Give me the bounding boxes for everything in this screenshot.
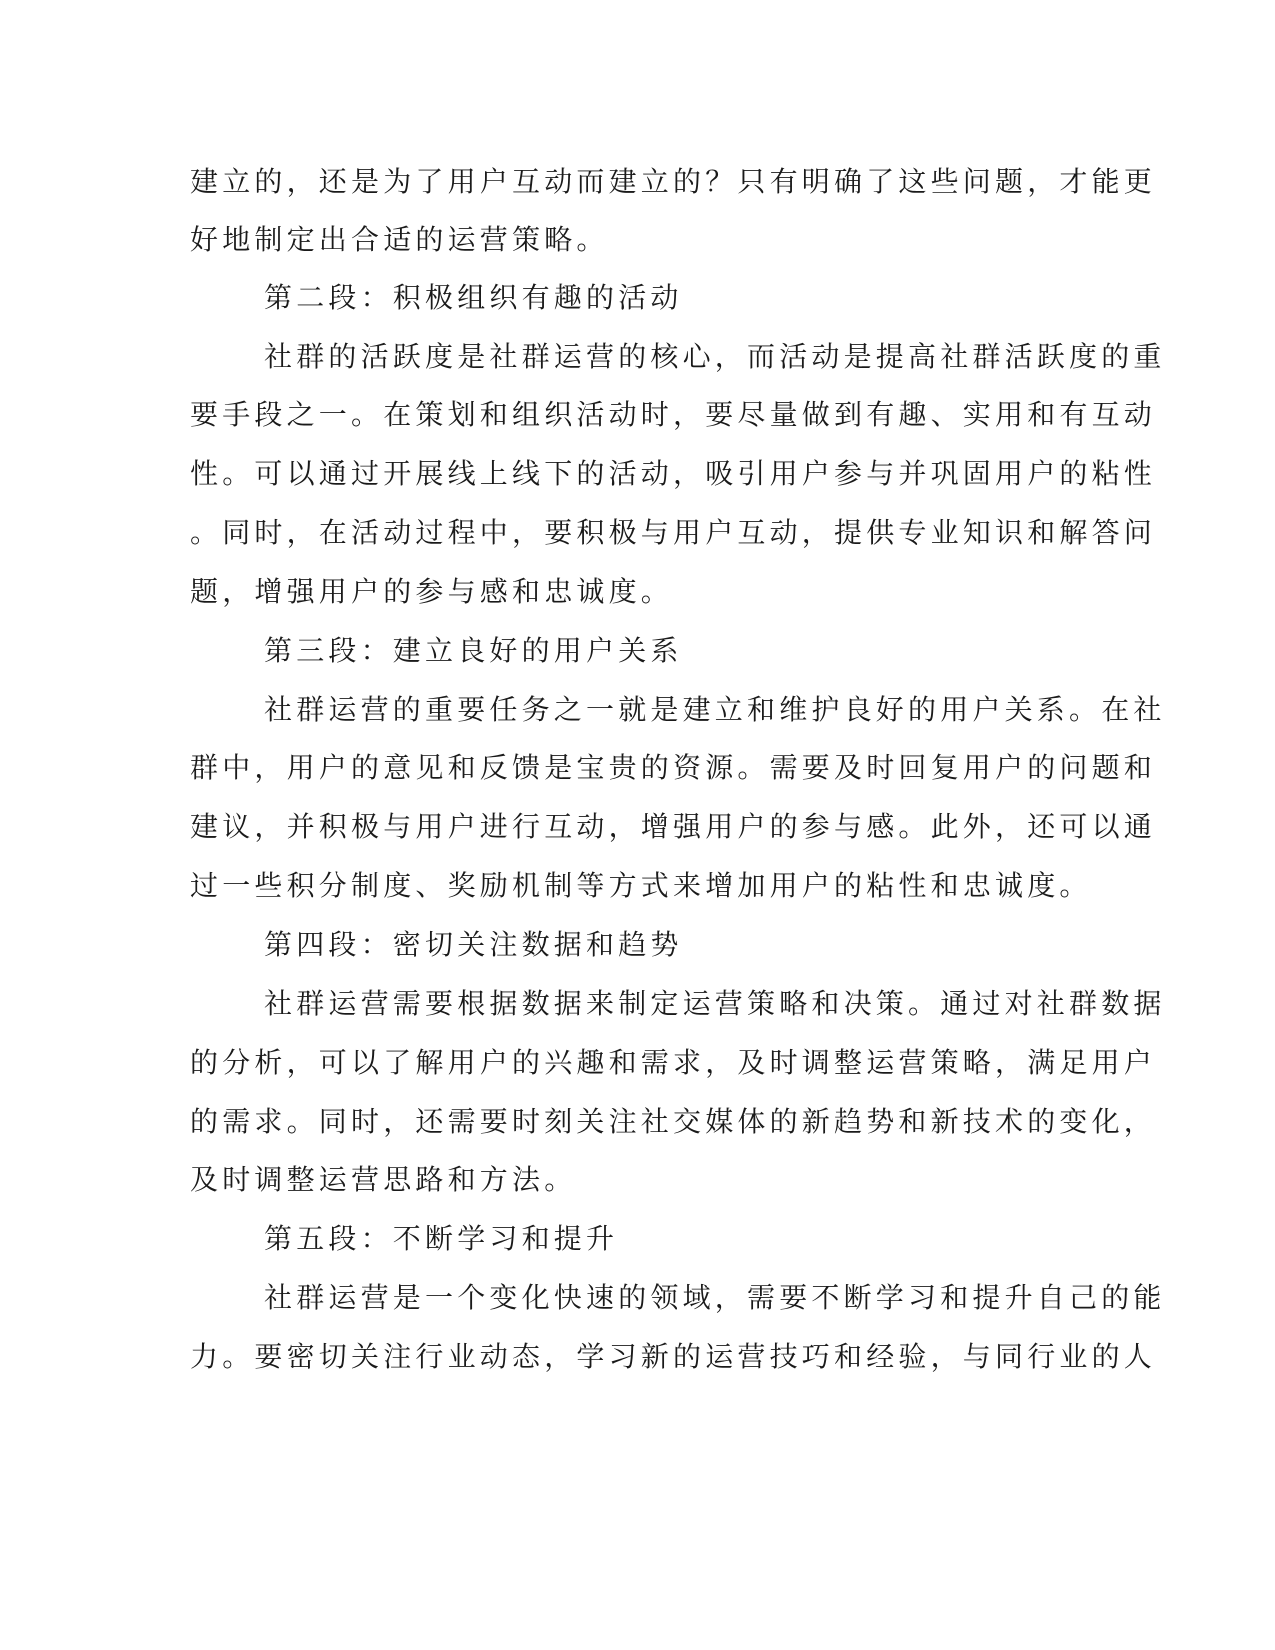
body-text-line: 群中，用户的意见和反馈是宝贵的资源。需要及时回复用户的问题和 [190,751,1157,784]
body-text-line: 题，增强用户的参与感和忠诚度。 [190,575,674,608]
body-text-line: 的分析，可以了解用户的兴趣和需求，及时调整运营策略，满足用户 [190,1046,1157,1079]
body-text-line: 力。要密切关注行业动态，学习新的运营技巧和经验，与同行业的人 [190,1340,1157,1373]
body-text-line: 过一些积分制度、奖励机制等方式来增加用户的粘性和忠诚度。 [190,869,1092,902]
body-text-line: 。同时，在活动过程中，要积极与用户互动，提供专业知识和解答问 [190,516,1157,549]
body-text-line: 及时调整运营思路和方法。 [190,1163,577,1196]
paragraph-start: 社群运营的重要任务之一就是建立和维护良好的用户关系。在社 [264,693,1166,726]
body-text-line: 好地制定出合适的运营策略。 [190,223,609,256]
body-text-line: 建立的，还是为了用户互动而建立的？只有明确了这些问题，才能更 [190,165,1157,198]
paragraph-start: 社群的活跃度是社群运营的核心，而活动是提高社群活跃度的重 [264,340,1166,373]
section-heading-3: 第三段：建立良好的用户关系 [264,634,683,667]
body-text-line: 的需求。同时，还需要时刻关注社交媒体的新趋势和新技术的变化， [190,1105,1157,1138]
section-heading-4: 第四段：密切关注数据和趋势 [264,928,683,961]
body-text-line: 要手段之一。在策划和组织活动时，要尽量做到有趣、实用和有互动 [190,398,1157,431]
body-text-line: 性。可以通过开展线上线下的活动，吸引用户参与并巩固用户的粘性 [190,457,1157,490]
paragraph-start: 社群运营是一个变化快速的领域，需要不断学习和提升自己的能 [264,1281,1166,1314]
paragraph-start: 社群运营需要根据数据来制定运营策略和决策。通过对社群数据 [264,987,1166,1020]
section-heading-5: 第五段：不断学习和提升 [264,1222,619,1255]
body-text-line: 建议，并积极与用户进行互动，增强用户的参与感。此外，还可以通 [190,810,1157,843]
section-heading-2: 第二段：积极组织有趣的活动 [264,281,683,314]
